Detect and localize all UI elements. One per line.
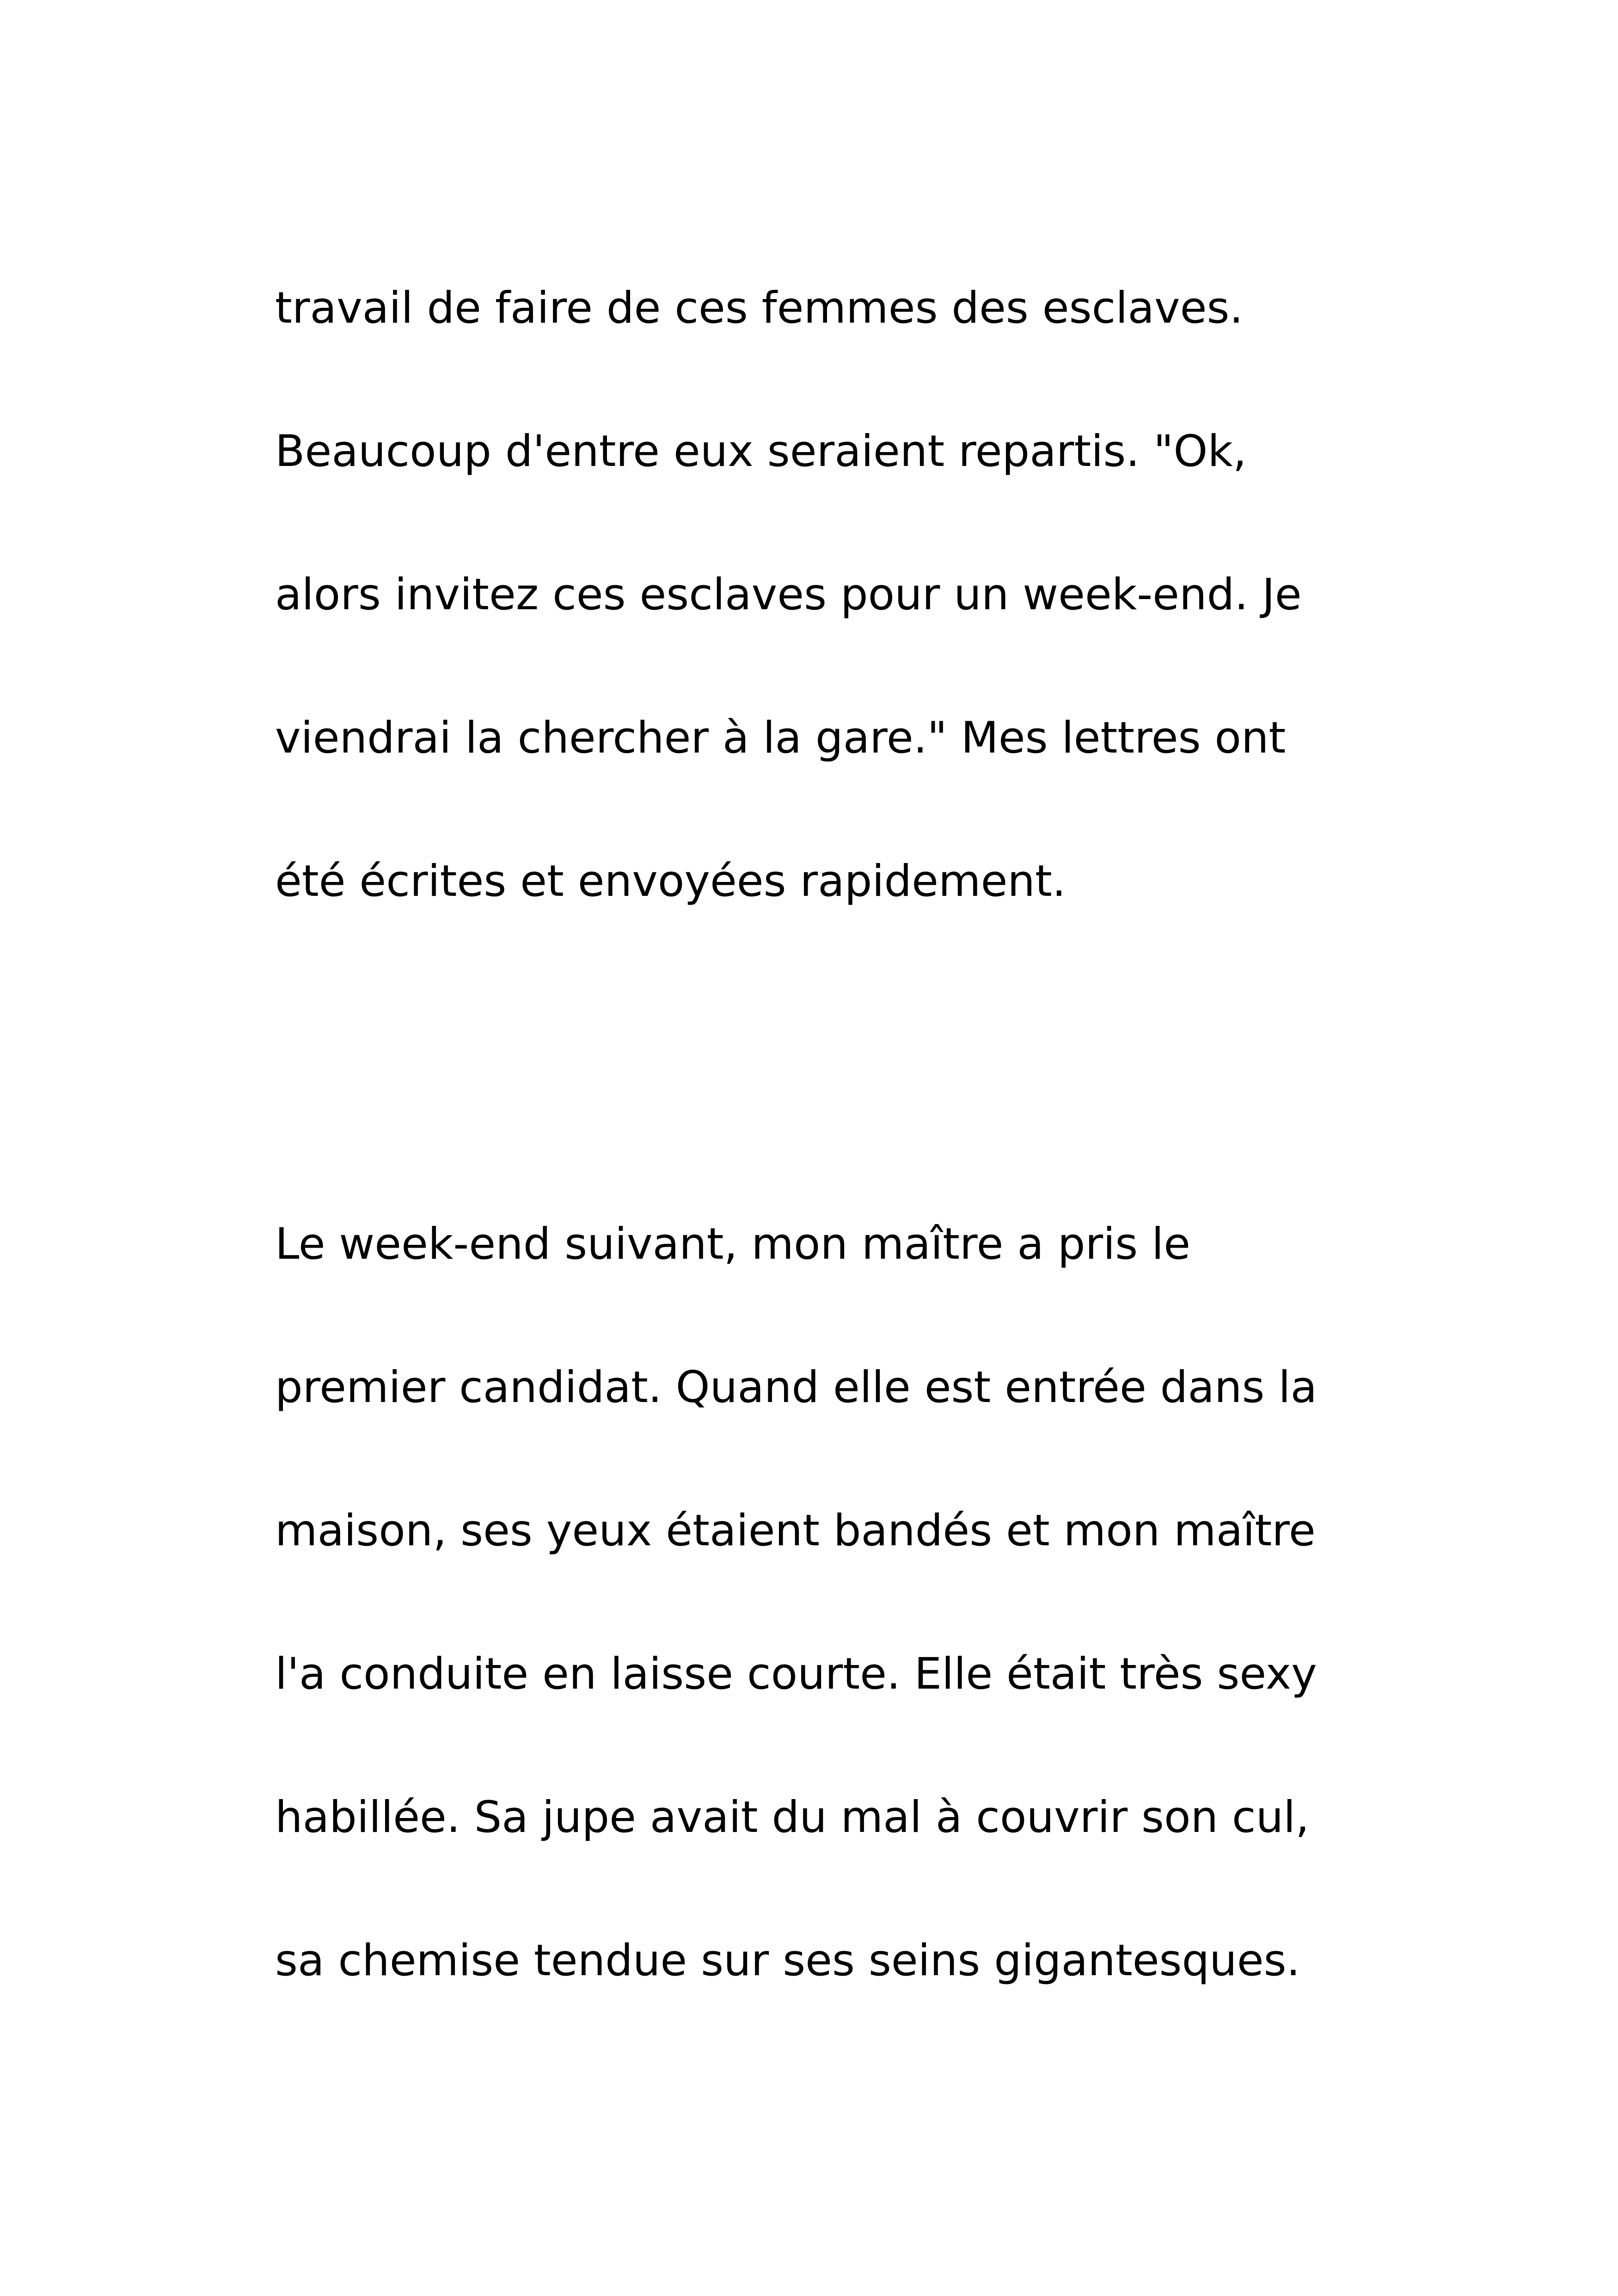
text-line: travail de faire de ces femmes des esclaves.	[275, 283, 1244, 333]
text-line: Le week-end suivant, mon maître a pris le	[275, 1219, 1191, 1269]
text-line: viendrai la chercher à la gare." Mes lettres ont	[275, 713, 1286, 763]
text-line: été écrites et envoyées rapidement.	[275, 856, 1066, 906]
text-line: premier candidat. Quand elle est entrée dans la	[275, 1362, 1318, 1413]
text-line: alors invitez ces esclaves pour un week-end. Je	[275, 569, 1302, 620]
text-line: maison, ses yeux étaient bandés et mon maître	[275, 1506, 1316, 1556]
text-line: Beaucoup d'entre eux seraient repartis. "Ok,	[275, 426, 1247, 477]
text-line: l'a conduite en laisse courte. Elle était très sexy	[275, 1649, 1317, 1699]
text-line: sa chemise tendue sur ses seins gigantesques.	[275, 1935, 1300, 1986]
text-line: habillée. Sa jupe avait du mal à couvrir son cul,	[275, 1792, 1310, 1843]
